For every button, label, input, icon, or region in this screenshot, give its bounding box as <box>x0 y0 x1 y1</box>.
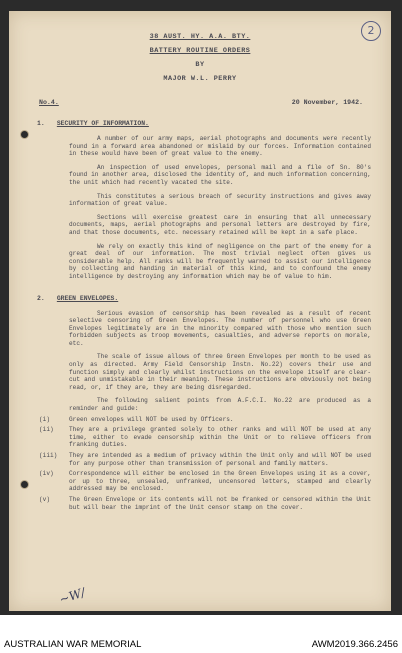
item-numeral: (v) <box>39 495 50 503</box>
order-number: No.4. <box>39 99 59 106</box>
section-title: SECURITY OF INFORMATION. <box>56 120 149 127</box>
item-text: Green envelopes will NOT be used by Officers. <box>69 415 234 423</box>
list-item <box>39 470 371 493</box>
item-numeral: (iii) <box>39 452 58 459</box>
archive-reference: AWM2019.366.2456 <box>311 639 398 650</box>
paragraph: The following salient points from A.F.C.I. No.22 are produced as a reminder and guide: <box>69 397 371 413</box>
archive-name: AUSTRALIAN WAR MEMORIAL <box>4 639 142 650</box>
paragraph: We rely on exactly this kind of negligence on the part of the enemy for a great deal of our information. The most trivial neglect often gives us considerable help. All ranks will be frequently warned to assist our intelligence by collecting and handing in material of this kind, and to confound the enemy intelligence by destroying any information which may be of value to him. <box>69 242 371 280</box>
by-line: BY <box>195 61 205 69</box>
punch-hole <box>21 131 28 138</box>
section-title: GREEN ENVELOPES. <box>56 294 119 302</box>
list-item <box>39 416 371 424</box>
unit-title: 38 AUST. HY. A.A. BTY. <box>149 33 251 41</box>
circled-page-mark: 2 <box>361 21 381 41</box>
orders-title: BATTERY ROUTINE ORDERS <box>149 47 251 55</box>
document-page <box>9 11 391 611</box>
section-number: 1. <box>37 120 45 127</box>
list-item <box>39 496 371 511</box>
archive-footer <box>0 615 402 653</box>
item-text: The Green Envelope or its contents will not be franked or censored within the Unit but will bear the imprint of the Unit censor stamp on the cover. <box>69 495 371 511</box>
paragraph: An inspection of used envelopes, personal mail and a file of Sn. 80's found in another area, disclosed the identity of, and much information concerning, the unit which had recently vacated the site. <box>69 163 371 186</box>
list-item <box>39 452 371 467</box>
paragraph: Serious evasion of censorship has been revealed as a result of recent selective censoring of Green Envelopes. The number of personnel who use Green Envelopes legitimately are in the minority compared with those who mention such forbidden subjects as troop movements, casualties, and adverse reports on morale, etc. <box>69 309 371 347</box>
section-heading <box>37 295 391 302</box>
item-numeral: (i) <box>39 415 50 423</box>
punch-hole <box>21 481 28 488</box>
item-numeral: (iv) <box>39 470 54 478</box>
item-text: Correspondence will either be enclosed in the Green Envelopes using it as a cover, or up to three, unsealed, unfranked, uncensored letters, stamped and clearly addressed may be enclosed. <box>69 470 371 493</box>
section-number: 2. <box>37 294 45 302</box>
paragraph: This constitutes a serious breach of security instructions and gives away information of great value. <box>69 192 371 208</box>
item-text: They are a privilege granted solely to other ranks and will NOT be used at any time, either to evade censorship within the Unit or to relieve officers from franking duties. <box>69 426 371 449</box>
paragraph: The scale of issue allows of three Green Envelopes per month to be used as only as directed. Army Field Censorship Instn. No.22) covers their use and function simply and clearly whilst instructions on the envelope itself are clear-cut and unmistakable in their meaning. These instructions are obviously not being read, or, if they are, they are being disregarded. <box>69 353 371 391</box>
order-date: 20 November, 1942. <box>291 99 363 106</box>
paragraph: Sections will exercise greatest care in ensuring that all unnecessary documents, maps, aerial photographs and personal letters are destroyed by fire, and that those documents, etc. necessary retained will be kept in a safe place. <box>69 213 371 236</box>
item-text: They are intended as a medium of privacy within the Unit only and will NOT be used for any purpose other than transmission of personal and family matters. <box>69 452 371 467</box>
commander-name: MAJOR W.L. PERRY <box>163 75 237 83</box>
paragraph: A number of our army maps, aerial photographs and documents were recently found in a forward area abandoned or mislaid by our forces. Information contained in these would have been of great value to the enemy. <box>69 135 371 158</box>
handwritten-initials: ~Ԝ/ <box>57 585 87 607</box>
item-numeral: (ii) <box>39 426 54 434</box>
section-heading <box>37 120 391 127</box>
list-item <box>39 426 371 449</box>
order-meta <box>39 99 363 106</box>
